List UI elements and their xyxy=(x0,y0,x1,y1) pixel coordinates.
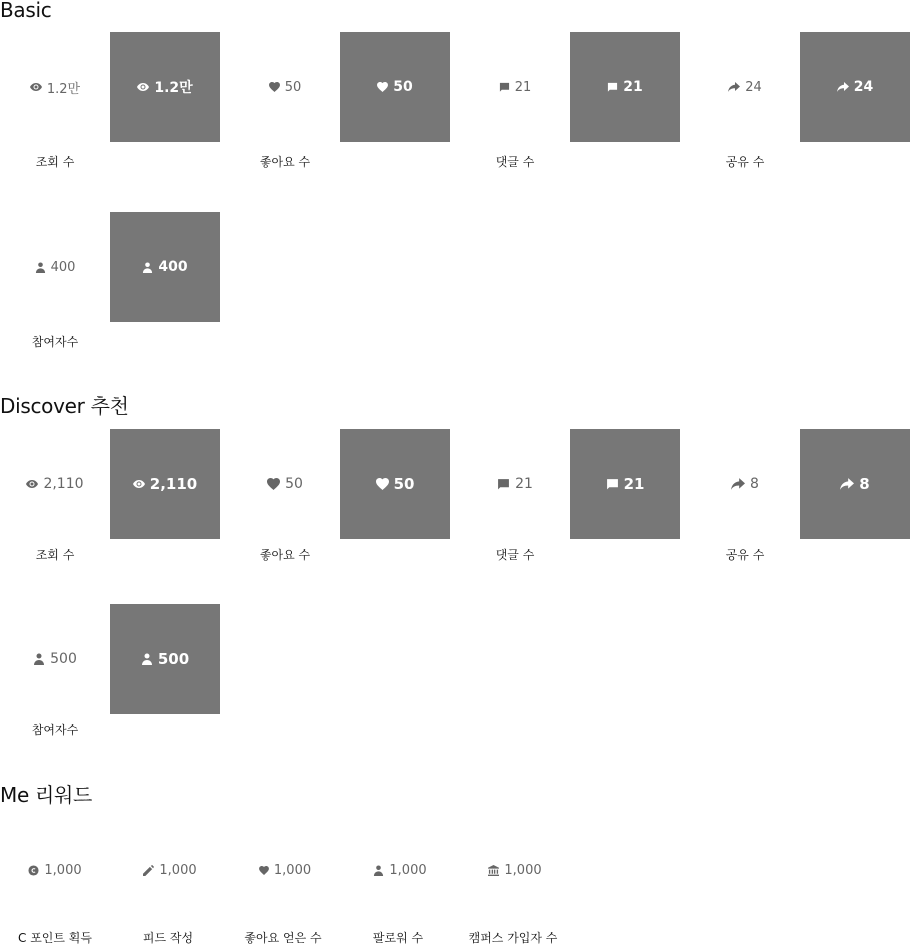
me-campus-value: 1,000 xyxy=(504,862,542,878)
discover-likes-dark xyxy=(340,429,450,539)
discover-participants-value: 500 xyxy=(50,651,77,667)
basic-shares-dark xyxy=(800,32,910,142)
discover-views-dark xyxy=(110,429,220,539)
basic-shares-light xyxy=(690,32,800,142)
basic-views-light xyxy=(0,32,110,142)
discover-comments-label: 댓글 수 xyxy=(495,548,535,562)
discover-views-value-dark: 2,110 xyxy=(149,475,198,493)
campus-icon xyxy=(488,865,499,876)
basic-participants-dark xyxy=(110,212,220,322)
discover-participants-light xyxy=(0,604,110,714)
discover-shares-label: 공유 수 xyxy=(725,548,765,562)
me-feed xyxy=(115,858,225,882)
comment-icon xyxy=(499,82,510,93)
basic-views-label: 조회 수 xyxy=(35,155,75,169)
eye-icon xyxy=(30,83,42,91)
me-feed-label: 피드 작성 xyxy=(142,931,194,945)
discover-comments-value-dark: 21 xyxy=(623,475,645,493)
basic-views-dark xyxy=(110,32,220,142)
basic-shares-value-dark: 24 xyxy=(853,79,874,95)
basic-comments-dark xyxy=(570,32,680,142)
me-likes-label: 좋아요 얻은 수 xyxy=(244,931,322,945)
eye-icon xyxy=(137,83,149,91)
basic-comments-light xyxy=(460,32,570,142)
person-icon xyxy=(141,653,153,665)
discover-comments-light xyxy=(460,429,570,539)
me-c-point xyxy=(0,858,110,882)
share-icon xyxy=(840,478,854,490)
basic-comments-label: 댓글 수 xyxy=(495,155,535,169)
me-feed-value: 1,000 xyxy=(159,862,197,878)
me-c-point-label: C 포인트 획득 xyxy=(18,931,92,945)
discover-shares-dark xyxy=(800,429,910,539)
basic-likes-light xyxy=(230,32,340,142)
me-followers-value: 1,000 xyxy=(389,862,427,878)
discover-likes-light xyxy=(230,429,340,539)
section-title-basic: Basic xyxy=(0,0,52,22)
heart-icon xyxy=(269,82,280,92)
basic-comments-value: 21 xyxy=(514,79,532,95)
basic-participants-value-dark: 400 xyxy=(158,259,188,275)
discover-comments-value: 21 xyxy=(515,476,533,492)
person-icon xyxy=(142,262,153,273)
comment-icon xyxy=(607,82,618,93)
basic-views-value-dark: 1.2만 xyxy=(154,80,193,96)
basic-shares-label: 공유 수 xyxy=(725,155,765,169)
basic-comments-value-dark: 21 xyxy=(623,79,643,95)
basic-shares-value: 24 xyxy=(745,79,762,95)
basic-participants-light xyxy=(0,212,110,322)
heart-icon xyxy=(267,478,280,490)
me-likes xyxy=(230,858,340,882)
discover-likes-label: 좋아요 수 xyxy=(259,548,311,562)
eye-icon xyxy=(26,480,38,488)
eye-icon xyxy=(133,480,145,488)
person-icon xyxy=(373,865,384,876)
discover-participants-dark xyxy=(110,604,220,714)
discover-participants-label: 참여자수 xyxy=(31,723,79,737)
me-campus xyxy=(460,858,570,882)
basic-likes-value-dark: 50 xyxy=(393,79,413,95)
basic-participants-value: 400 xyxy=(50,259,76,275)
discover-participants-value-dark: 500 xyxy=(157,650,190,668)
me-likes-value: 1,000 xyxy=(273,862,312,878)
discover-views-value: 2,110 xyxy=(43,476,84,492)
basic-participants-label: 참여자수 xyxy=(31,335,79,349)
section-title-discover: Discover 추천 xyxy=(0,394,129,418)
me-campus-label: 캠퍼스 가입자 수 xyxy=(468,931,558,945)
me-c-point-value: 1,000 xyxy=(44,862,82,878)
heart-icon xyxy=(259,866,269,875)
discover-comments-dark xyxy=(570,429,680,539)
discover-shares-value: 8 xyxy=(750,476,759,492)
basic-likes-value: 50 xyxy=(284,79,302,95)
discover-likes-value: 50 xyxy=(285,476,303,492)
share-icon xyxy=(731,478,745,490)
c-point-icon xyxy=(28,865,39,876)
basic-likes-label: 좋아요 수 xyxy=(259,155,311,169)
pencil-icon xyxy=(143,865,154,876)
heart-icon xyxy=(376,478,389,490)
heart-icon xyxy=(377,82,388,92)
section-title-me: Me 리워드 xyxy=(0,783,93,807)
comment-icon xyxy=(606,478,619,491)
share-icon xyxy=(837,82,849,92)
discover-views-label: 조회 수 xyxy=(35,548,75,562)
person-icon xyxy=(33,653,45,665)
discover-shares-light xyxy=(690,429,800,539)
discover-views-light xyxy=(0,429,110,539)
basic-views-value: 1.2만 xyxy=(46,81,81,97)
basic-likes-dark xyxy=(340,32,450,142)
discover-likes-value-dark: 50 xyxy=(393,475,415,493)
me-followers-label: 팔로워 수 xyxy=(372,931,424,945)
person-icon xyxy=(35,262,46,273)
me-followers xyxy=(345,858,455,882)
share-icon xyxy=(728,82,740,92)
discover-shares-value-dark: 8 xyxy=(859,475,870,493)
comment-icon xyxy=(497,478,510,491)
